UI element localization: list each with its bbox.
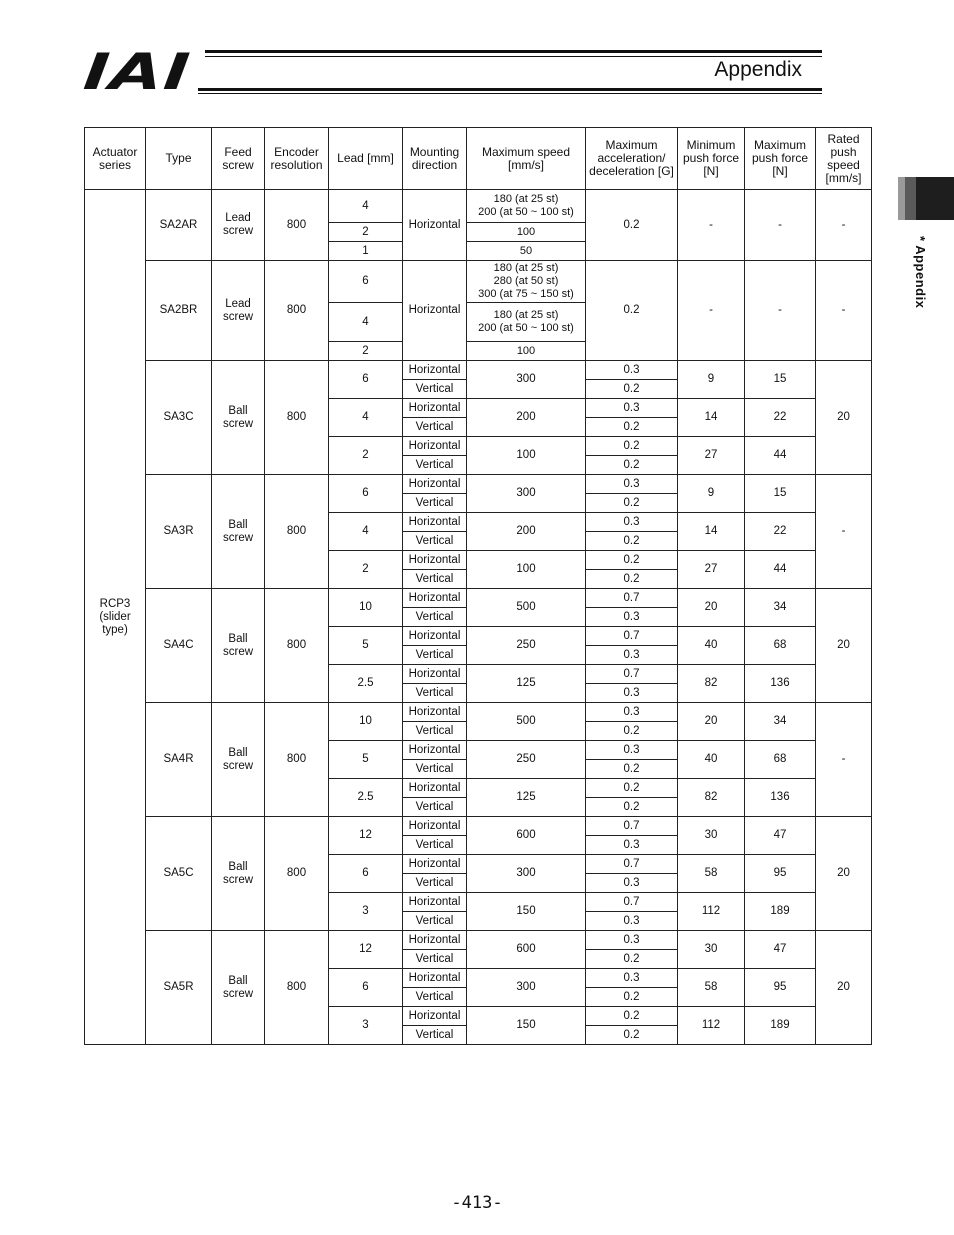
- accel-cell: 0.3: [586, 912, 678, 931]
- min-push-cell: 20: [678, 703, 745, 741]
- rated-speed-cell: 20: [816, 931, 872, 1045]
- table-row: [85, 703, 872, 722]
- rated-speed-cell: -: [816, 261, 872, 361]
- rated-speed-cell: 20: [816, 361, 872, 475]
- accel-cell: 0.2: [586, 798, 678, 817]
- max-speed-cell: 250: [467, 741, 586, 779]
- header-cell: Maximum push force [N]: [745, 128, 816, 190]
- accel-cell: 0.7: [586, 817, 678, 836]
- accel-cell: 0.3: [586, 399, 678, 418]
- max-push-cell: 15: [745, 361, 816, 399]
- rated-speed-cell: -: [816, 190, 872, 261]
- lead-cell: 10: [329, 703, 403, 741]
- mounting-cell: Horizontal: [403, 665, 467, 684]
- max-speed-cell: 300: [467, 361, 586, 399]
- lead-cell: 2: [329, 437, 403, 475]
- accel-cell: 0.7: [586, 589, 678, 608]
- iai-logo: IAI: [80, 43, 194, 101]
- mounting-cell: Vertical: [403, 798, 467, 817]
- header-rule: [205, 50, 822, 53]
- accel-cell: 0.2: [586, 532, 678, 551]
- lead-cell: 6: [329, 261, 403, 303]
- rated-speed-cell: -: [816, 703, 872, 817]
- page-number: -413-: [451, 1193, 503, 1213]
- header-cell: Actuator series: [85, 128, 146, 190]
- feed-screw-cell: Ball screw: [212, 475, 265, 589]
- mounting-cell: Vertical: [403, 1026, 467, 1045]
- accel-cell: 0.3: [586, 513, 678, 532]
- lead-cell: 2: [329, 551, 403, 589]
- max-speed-cell: 125: [467, 665, 586, 703]
- max-push-cell: 95: [745, 855, 816, 893]
- encoder-cell: 800: [265, 589, 329, 703]
- max-push-cell: 34: [745, 703, 816, 741]
- mounting-cell: Horizontal: [403, 855, 467, 874]
- mounting-cell: Vertical: [403, 532, 467, 551]
- max-speed-cell: 300: [467, 855, 586, 893]
- min-push-cell: 30: [678, 931, 745, 969]
- max-speed-cell: 100: [467, 223, 586, 242]
- feed-screw-cell: Ball screw: [212, 931, 265, 1045]
- min-push-cell: 9: [678, 361, 745, 399]
- max-push-cell: 15: [745, 475, 816, 513]
- max-push-cell: -: [745, 261, 816, 361]
- type-cell: SA5C: [146, 817, 212, 931]
- feed-screw-cell: Ball screw: [212, 817, 265, 931]
- max-push-cell: 189: [745, 1007, 816, 1045]
- max-push-cell: 44: [745, 551, 816, 589]
- max-speed-cell: 100: [467, 551, 586, 589]
- lead-cell: 3: [329, 893, 403, 931]
- lead-cell: 6: [329, 969, 403, 1007]
- max-speed-cell: 300: [467, 475, 586, 513]
- min-push-cell: 14: [678, 399, 745, 437]
- header-rule: [198, 88, 822, 91]
- mounting-cell: Horizontal: [403, 361, 467, 380]
- table-row: [85, 361, 872, 380]
- header-cell: Feed screw: [212, 128, 265, 190]
- accel-cell: 0.3: [586, 969, 678, 988]
- feed-screw-cell: Ball screw: [212, 703, 265, 817]
- accel-cell: 0.7: [586, 665, 678, 684]
- lead-cell: 5: [329, 627, 403, 665]
- header-cell: Maximum speed [mm/s]: [467, 128, 586, 190]
- max-push-cell: 44: [745, 437, 816, 475]
- mounting-cell: Horizontal: [403, 589, 467, 608]
- lead-cell: 6: [329, 855, 403, 893]
- type-cell: SA2AR: [146, 190, 212, 261]
- lead-cell: 2.5: [329, 665, 403, 703]
- mounting-cell: Vertical: [403, 760, 467, 779]
- max-push-cell: 68: [745, 741, 816, 779]
- header-cell: Mounting direction: [403, 128, 467, 190]
- accel-cell: 0.7: [586, 893, 678, 912]
- min-push-cell: 112: [678, 893, 745, 931]
- mounting-cell: Horizontal: [403, 627, 467, 646]
- lead-cell: 5: [329, 741, 403, 779]
- accel-cell: 0.3: [586, 608, 678, 627]
- header-rule: [205, 56, 822, 57]
- max-speed-cell: 125: [467, 779, 586, 817]
- actuator-spec-table: [84, 127, 872, 1045]
- min-push-cell: -: [678, 190, 745, 261]
- max-push-cell: 189: [745, 893, 816, 931]
- lead-cell: 4: [329, 303, 403, 342]
- min-push-cell: 27: [678, 551, 745, 589]
- accel-cell: 0.3: [586, 684, 678, 703]
- max-speed-cell: 180 (at 25 st) 200 (at 50 ~ 100 st): [467, 303, 586, 342]
- min-push-cell: 82: [678, 779, 745, 817]
- max-push-cell: 47: [745, 817, 816, 855]
- accel-cell: 0.2: [586, 779, 678, 798]
- type-cell: SA2BR: [146, 261, 212, 361]
- encoder-cell: 800: [265, 190, 329, 261]
- min-push-cell: 58: [678, 855, 745, 893]
- lead-cell: 1: [329, 242, 403, 261]
- mounting-cell: Horizontal: [403, 399, 467, 418]
- max-speed-cell: 150: [467, 893, 586, 931]
- encoder-cell: 800: [265, 361, 329, 475]
- table-row: [85, 190, 872, 223]
- mounting-cell: Horizontal: [403, 437, 467, 456]
- min-push-cell: 82: [678, 665, 745, 703]
- mounting-cell: Vertical: [403, 456, 467, 475]
- encoder-cell: 800: [265, 261, 329, 361]
- mounting-cell: Horizontal: [403, 893, 467, 912]
- rated-speed-cell: 20: [816, 817, 872, 931]
- max-speed-cell: 600: [467, 931, 586, 969]
- mounting-cell: Vertical: [403, 950, 467, 969]
- accel-cell: 0.2: [586, 456, 678, 475]
- mounting-cell: Horizontal: [403, 703, 467, 722]
- accel-cell: 0.2: [586, 722, 678, 741]
- max-speed-cell: 200: [467, 399, 586, 437]
- header-cell: Lead [mm]: [329, 128, 403, 190]
- accel-cell: 0.2: [586, 494, 678, 513]
- mounting-cell: Vertical: [403, 494, 467, 513]
- mounting-cell: Horizontal: [403, 931, 467, 950]
- type-cell: SA4R: [146, 703, 212, 817]
- max-push-cell: 22: [745, 399, 816, 437]
- mounting-cell: Horizontal: [403, 969, 467, 988]
- accel-cell: 0.2: [586, 988, 678, 1007]
- table-row: [85, 475, 872, 494]
- header-cell: Encoder resolution: [265, 128, 329, 190]
- table-row: [85, 817, 872, 836]
- mounting-cell: Vertical: [403, 418, 467, 437]
- type-cell: SA5R: [146, 931, 212, 1045]
- accel-cell: 0.3: [586, 741, 678, 760]
- encoder-cell: 800: [265, 475, 329, 589]
- accel-cell: 0.7: [586, 627, 678, 646]
- mounting-cell: Vertical: [403, 608, 467, 627]
- lead-cell: 12: [329, 931, 403, 969]
- min-push-cell: 40: [678, 627, 745, 665]
- lead-cell: 4: [329, 190, 403, 223]
- accel-cell: 0.2: [586, 950, 678, 969]
- encoder-cell: 800: [265, 931, 329, 1045]
- max-push-cell: -: [745, 190, 816, 261]
- max-speed-cell: 300: [467, 969, 586, 1007]
- mounting-cell: Vertical: [403, 646, 467, 665]
- max-push-cell: 22: [745, 513, 816, 551]
- header-cell: Minimum push force [N]: [678, 128, 745, 190]
- section-tab-label: * Appendix: [913, 236, 928, 309]
- rated-speed-cell: 20: [816, 589, 872, 703]
- mounting-cell: Horizontal: [403, 779, 467, 798]
- lead-cell: 2.5: [329, 779, 403, 817]
- header-cell: Type: [146, 128, 212, 190]
- min-push-cell: 20: [678, 589, 745, 627]
- accel-cell: 0.3: [586, 475, 678, 494]
- feed-screw-cell: Lead screw: [212, 261, 265, 361]
- table-row: [85, 931, 872, 950]
- min-push-cell: 30: [678, 817, 745, 855]
- accel-cell: 0.3: [586, 703, 678, 722]
- mounting-cell: Horizontal: [403, 1007, 467, 1026]
- type-cell: SA4C: [146, 589, 212, 703]
- table-row: [85, 261, 872, 303]
- lead-cell: 4: [329, 399, 403, 437]
- accel-cell: 0.2: [586, 760, 678, 779]
- accel-cell: 0.2: [586, 437, 678, 456]
- max-speed-cell: 180 (at 25 st) 200 (at 50 ~ 100 st): [467, 190, 586, 223]
- min-push-cell: 9: [678, 475, 745, 513]
- type-cell: SA3R: [146, 475, 212, 589]
- min-push-cell: -: [678, 261, 745, 361]
- min-push-cell: 58: [678, 969, 745, 1007]
- max-speed-cell: 600: [467, 817, 586, 855]
- accel-cell: 0.3: [586, 931, 678, 950]
- lead-cell: 2: [329, 342, 403, 361]
- max-speed-cell: 100: [467, 437, 586, 475]
- mounting-cell: Vertical: [403, 380, 467, 399]
- mounting-cell: Horizontal: [403, 475, 467, 494]
- mounting-cell: Horizontal: [403, 513, 467, 532]
- mounting-cell: Vertical: [403, 684, 467, 703]
- mounting-cell: Vertical: [403, 570, 467, 589]
- accel-cell: 0.3: [586, 874, 678, 893]
- min-push-cell: 14: [678, 513, 745, 551]
- max-push-cell: 136: [745, 779, 816, 817]
- lead-cell: 2: [329, 223, 403, 242]
- accel-cell: 0.3: [586, 836, 678, 855]
- accel-cell: 0.2: [586, 190, 678, 261]
- rated-speed-cell: -: [816, 475, 872, 589]
- feed-screw-cell: Ball screw: [212, 589, 265, 703]
- accel-cell: 0.3: [586, 646, 678, 665]
- lead-cell: 6: [329, 475, 403, 513]
- max-push-cell: 95: [745, 969, 816, 1007]
- table-row: [85, 589, 872, 608]
- accel-cell: 0.7: [586, 855, 678, 874]
- mounting-cell: Vertical: [403, 722, 467, 741]
- encoder-cell: 800: [265, 817, 329, 931]
- header-rule: [198, 93, 822, 94]
- encoder-cell: 800: [265, 703, 329, 817]
- max-speed-cell: 500: [467, 703, 586, 741]
- mounting-cell: Horizontal: [403, 190, 467, 261]
- accel-cell: 0.3: [586, 361, 678, 380]
- lead-cell: 3: [329, 1007, 403, 1045]
- max-speed-cell: 200: [467, 513, 586, 551]
- accel-cell: 0.2: [586, 570, 678, 589]
- section-tab-marker: [898, 177, 954, 220]
- mounting-cell: Vertical: [403, 874, 467, 893]
- min-push-cell: 112: [678, 1007, 745, 1045]
- accel-cell: 0.2: [586, 418, 678, 437]
- accel-cell: 0.2: [586, 261, 678, 361]
- table-header-row: [85, 128, 872, 190]
- lead-cell: 4: [329, 513, 403, 551]
- page-title: Appendix: [714, 58, 802, 81]
- min-push-cell: 40: [678, 741, 745, 779]
- accel-cell: 0.2: [586, 1007, 678, 1026]
- max-speed-cell: 100: [467, 342, 586, 361]
- header-cell: Rated push speed [mm/s]: [816, 128, 872, 190]
- accel-cell: 0.2: [586, 551, 678, 570]
- max-speed-cell: 250: [467, 627, 586, 665]
- max-push-cell: 34: [745, 589, 816, 627]
- feed-screw-cell: Lead screw: [212, 190, 265, 261]
- lead-cell: 6: [329, 361, 403, 399]
- accel-cell: 0.2: [586, 1026, 678, 1045]
- max-speed-cell: 500: [467, 589, 586, 627]
- lead-cell: 10: [329, 589, 403, 627]
- max-speed-cell: 50: [467, 242, 586, 261]
- header-cell: Maximum acceleration/ deceleration [G]: [586, 128, 678, 190]
- mounting-cell: Vertical: [403, 836, 467, 855]
- min-push-cell: 27: [678, 437, 745, 475]
- type-cell: SA3C: [146, 361, 212, 475]
- max-push-cell: 68: [745, 627, 816, 665]
- actuator-series-cell: RCP3 (slider type): [85, 190, 146, 1045]
- mounting-cell: Horizontal: [403, 817, 467, 836]
- mounting-cell: Vertical: [403, 988, 467, 1007]
- lead-cell: 12: [329, 817, 403, 855]
- feed-screw-cell: Ball screw: [212, 361, 265, 475]
- mounting-cell: Vertical: [403, 912, 467, 931]
- mounting-cell: Horizontal: [403, 551, 467, 570]
- mounting-cell: Horizontal: [403, 741, 467, 760]
- max-push-cell: 47: [745, 931, 816, 969]
- mounting-cell: Horizontal: [403, 261, 467, 361]
- max-push-cell: 136: [745, 665, 816, 703]
- accel-cell: 0.2: [586, 380, 678, 399]
- max-speed-cell: 180 (at 25 st) 280 (at 50 st) 300 (at 75 ~ 150 st): [467, 261, 586, 303]
- max-speed-cell: 150: [467, 1007, 586, 1045]
